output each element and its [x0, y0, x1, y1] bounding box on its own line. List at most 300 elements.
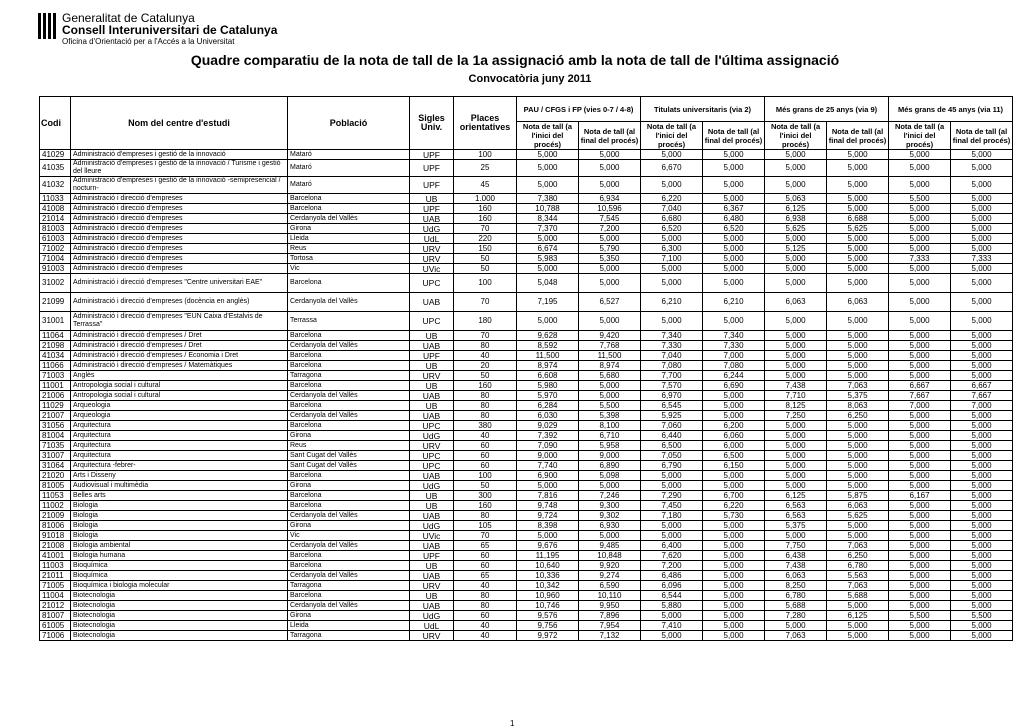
cell-titulats-final: 5,000: [703, 312, 765, 331]
cell-poblacio: Barcelona: [288, 421, 410, 431]
cell-centre: Administració i direcció d'empreses: [71, 204, 288, 214]
cell-titulats-inici: 6,486: [641, 571, 703, 581]
cell-m25-inici: 5,000: [765, 441, 827, 451]
cell-pau-final: 5,350: [579, 254, 641, 264]
cell-centre: Belles arts: [71, 491, 288, 501]
cell-m25-inici: 7,063: [765, 631, 827, 641]
cell-sigles: UPC: [410, 461, 454, 471]
cell-m45-final: 5,000: [951, 571, 1013, 581]
cell-pau-inici: 5,980: [517, 381, 579, 391]
cell-places: 70: [454, 293, 517, 312]
cell-codi: 31056: [40, 421, 71, 431]
cell-codi: 61005: [40, 621, 71, 631]
cell-codi: 11033: [40, 194, 71, 204]
cell-centre: Biologia: [71, 531, 288, 541]
cell-places: 80: [454, 601, 517, 611]
cell-codi: 21014: [40, 214, 71, 224]
cell-sigles: UB: [410, 331, 454, 341]
cell-centre: Arquitectura -febrer-: [71, 461, 288, 471]
org-office: Oficina d'Orientació per a l'Accés a la Universitat: [62, 37, 235, 46]
org-council: Consell Interuniversitari de Catalunya: [62, 23, 278, 37]
cell-m25-final: 7,063: [827, 541, 889, 551]
cell-titulats-inici: 6,300: [641, 244, 703, 254]
cell-places: 70: [454, 224, 517, 234]
cell-titulats-final: 5,000: [703, 571, 765, 581]
cell-m45-final: 5,000: [951, 361, 1013, 371]
cell-poblacio: Barcelona: [288, 204, 410, 214]
cell-sigles: UPF: [410, 160, 454, 177]
cell-titulats-inici: 7,340: [641, 331, 703, 341]
cell-codi: 21098: [40, 341, 71, 351]
cell-m45-inici: 5,000: [889, 341, 951, 351]
cell-m25-final: 6,063: [827, 501, 889, 511]
cell-pau-inici: 7,195: [517, 293, 579, 312]
header-group-45: Més grans de 45 anys (via 11): [889, 97, 1013, 122]
cell-places: 50: [454, 481, 517, 491]
cell-pau-final: 6,710: [579, 431, 641, 441]
cell-titulats-final: 5,000: [703, 177, 765, 194]
cell-m25-inici: 6,938: [765, 214, 827, 224]
table-row: [40, 331, 1013, 341]
cell-places: 50: [454, 264, 517, 274]
cell-titulats-inici: 6,970: [641, 391, 703, 401]
header-inici: Nota de tall (a l'inici del procés): [765, 122, 827, 150]
cell-centre: Arquitectura: [71, 421, 288, 431]
cell-pau-inici: 10,640: [517, 561, 579, 571]
cell-m45-final: 5,000: [951, 501, 1013, 511]
cell-m45-inici: 5,000: [889, 441, 951, 451]
cell-m45-inici: 6,167: [889, 491, 951, 501]
cell-codi: 11064: [40, 331, 71, 341]
cell-sigles: UPC: [410, 312, 454, 331]
cell-titulats-final: 6,700: [703, 491, 765, 501]
cell-m25-inici: 6,780: [765, 591, 827, 601]
cell-sigles: UdL: [410, 234, 454, 244]
cell-m45-final: 5,500: [951, 611, 1013, 621]
cell-sigles: URV: [410, 254, 454, 264]
cell-centre: Administració i direcció d'empreses: [71, 234, 288, 244]
cell-pau-inici: 10,342: [517, 581, 579, 591]
cell-centre: Administració d'empreses i gestió de la innovació: [71, 150, 288, 160]
header-group-titulats: Titulats universitaris (via 2): [641, 97, 765, 122]
org-name: Generalitat de Catalunya: [62, 11, 195, 25]
cell-m25-final: 5,000: [827, 531, 889, 541]
cell-m45-final: 5,000: [951, 274, 1013, 293]
cell-places: 220: [454, 234, 517, 244]
cell-titulats-inici: 6,670: [641, 160, 703, 177]
cell-titulats-final: 6,150: [703, 461, 765, 471]
cell-places: 60: [454, 611, 517, 621]
cell-titulats-inici: 7,330: [641, 341, 703, 351]
cell-titulats-inici: 5,000: [641, 531, 703, 541]
cell-centre: Administració i direcció d'empreses / Economia i Dret: [71, 351, 288, 361]
cell-pau-final: 10,848: [579, 551, 641, 561]
cell-titulats-final: 6,220: [703, 501, 765, 511]
cell-places: 60: [454, 551, 517, 561]
cell-m45-final: 5,000: [951, 371, 1013, 381]
cell-m45-final: 5,000: [951, 234, 1013, 244]
cell-pau-inici: 9,576: [517, 611, 579, 621]
cell-titulats-inici: 5,000: [641, 631, 703, 641]
cell-codi: 31001: [40, 312, 71, 331]
table-row: [40, 234, 1013, 244]
cell-pau-final: 6,527: [579, 293, 641, 312]
table-row: [40, 521, 1013, 531]
cell-codi: 11053: [40, 491, 71, 501]
cell-sigles: UPF: [410, 551, 454, 561]
cell-centre: Administració i direcció d'empreses "EUN Caixa d'Estalvis de Terrassa": [71, 312, 288, 331]
cell-pau-inici: 5,000: [517, 177, 579, 194]
cell-codi: 81006: [40, 521, 71, 531]
table-row: [40, 591, 1013, 601]
cell-sigles: UPF: [410, 177, 454, 194]
cell-poblacio: Reus: [288, 244, 410, 254]
cell-m45-final: 5,000: [951, 581, 1013, 591]
cell-poblacio: Cerdanyola del Vallès: [288, 541, 410, 551]
cell-centre: Bioquímica i biologia molecular: [71, 581, 288, 591]
cell-pau-final: 7,132: [579, 631, 641, 641]
cell-poblacio: Mataró: [288, 177, 410, 194]
cell-codi: 71002: [40, 244, 71, 254]
cell-titulats-inici: 6,544: [641, 591, 703, 601]
cell-poblacio: Lleida: [288, 234, 410, 244]
cell-m25-final: 5,000: [827, 471, 889, 481]
cell-pau-inici: 6,674: [517, 244, 579, 254]
cell-m25-inici: 5,000: [765, 341, 827, 351]
cell-poblacio: Barcelona: [288, 471, 410, 481]
cell-codi: 31007: [40, 451, 71, 461]
table-row: [40, 351, 1013, 361]
cell-centre: Administració i direcció d'empreses: [71, 194, 288, 204]
cell-pau-final: 5,000: [579, 531, 641, 541]
cell-pau-inici: 5,000: [517, 531, 579, 541]
cell-m25-inici: 6,563: [765, 511, 827, 521]
cell-titulats-final: 5,000: [703, 264, 765, 274]
cell-poblacio: Girona: [288, 431, 410, 441]
table-row: [40, 431, 1013, 441]
cell-titulats-inici: 5,000: [641, 274, 703, 293]
cell-m25-inici: 5,000: [765, 451, 827, 461]
cell-poblacio: Vic: [288, 264, 410, 274]
table-row: [40, 381, 1013, 391]
cell-pau-final: 9,950: [579, 601, 641, 611]
cell-titulats-inici: 7,040: [641, 351, 703, 361]
cell-codi: 41029: [40, 150, 71, 160]
cell-sigles: UPC: [410, 451, 454, 461]
cell-codi: 31064: [40, 461, 71, 471]
cell-titulats-final: 5,730: [703, 511, 765, 521]
cell-m45-final: 5,000: [951, 224, 1013, 234]
cell-places: 50: [454, 371, 517, 381]
cell-m45-final: 5,000: [951, 341, 1013, 351]
cell-m25-final: 5,625: [827, 224, 889, 234]
cell-pau-inici: 5,000: [517, 160, 579, 177]
table-row: [40, 264, 1013, 274]
cell-titulats-inici: 7,450: [641, 501, 703, 511]
cell-places: 40: [454, 621, 517, 631]
cell-titulats-inici: 6,790: [641, 461, 703, 471]
cell-m45-inici: 5,500: [889, 611, 951, 621]
table-row: [40, 391, 1013, 401]
cell-pau-inici: 11,195: [517, 551, 579, 561]
cell-m25-inici: 5,625: [765, 224, 827, 234]
cell-m45-final: 7,000: [951, 401, 1013, 411]
cell-pau-inici: 5,048: [517, 274, 579, 293]
cell-pau-final: 10,596: [579, 204, 641, 214]
cell-centre: Arqueologia: [71, 401, 288, 411]
cell-m45-final: 5,000: [951, 441, 1013, 451]
cell-titulats-final: 5,000: [703, 391, 765, 401]
cell-centre: Administració i direcció d'empreses: [71, 254, 288, 264]
cell-titulats-final: 6,210: [703, 293, 765, 312]
cell-places: 60: [454, 461, 517, 471]
cell-sigles: UPC: [410, 421, 454, 431]
cell-titulats-inici: 5,000: [641, 521, 703, 531]
cell-titulats-final: 6,500: [703, 451, 765, 461]
cell-pau-inici: 9,029: [517, 421, 579, 431]
cell-centre: Biologia humana: [71, 551, 288, 561]
cell-m25-final: 5,000: [827, 204, 889, 214]
cell-places: 380: [454, 421, 517, 431]
cell-pau-inici: 10,960: [517, 591, 579, 601]
cell-titulats-final: 5,000: [703, 411, 765, 421]
cell-pau-final: 7,200: [579, 224, 641, 234]
cell-pau-inici: 10,788: [517, 204, 579, 214]
cell-codi: 91018: [40, 531, 71, 541]
cell-poblacio: Barcelona: [288, 561, 410, 571]
cell-poblacio: Mataró: [288, 160, 410, 177]
cell-m25-final: 5,000: [827, 194, 889, 204]
cell-sigles: UB: [410, 401, 454, 411]
cell-m25-final: 5,000: [827, 451, 889, 461]
cell-m25-final: 6,250: [827, 411, 889, 421]
cell-titulats-final: 5,000: [703, 601, 765, 611]
cell-m45-inici: 5,000: [889, 234, 951, 244]
cell-places: 40: [454, 431, 517, 441]
cell-poblacio: Tortosa: [288, 254, 410, 264]
cell-pau-inici: 6,030: [517, 411, 579, 421]
cell-pau-inici: 7,370: [517, 224, 579, 234]
cell-titulats-final: 5,000: [703, 591, 765, 601]
cell-pau-final: 9,920: [579, 561, 641, 571]
cell-pau-final: 5,000: [579, 234, 641, 244]
cell-m45-final: 5,000: [951, 244, 1013, 254]
cell-sigles: UPF: [410, 351, 454, 361]
cell-codi: 81007: [40, 611, 71, 621]
cell-pau-inici: 7,740: [517, 461, 579, 471]
cell-sigles: UAB: [410, 541, 454, 551]
cell-pau-final: 7,246: [579, 491, 641, 501]
cell-titulats-inici: 6,680: [641, 214, 703, 224]
cell-pau-final: 5,000: [579, 391, 641, 401]
cell-sigles: UB: [410, 491, 454, 501]
cell-m25-inici: 5,000: [765, 150, 827, 160]
cell-sigles: UdG: [410, 611, 454, 621]
cell-m45-final: 5,000: [951, 591, 1013, 601]
cell-centre: Biologia: [71, 521, 288, 531]
cell-places: 100: [454, 471, 517, 481]
cell-m25-inici: 8,125: [765, 401, 827, 411]
cell-poblacio: Barcelona: [288, 551, 410, 561]
cell-m45-inici: 5,000: [889, 312, 951, 331]
table-row: [40, 531, 1013, 541]
cell-pau-inici: 6,608: [517, 371, 579, 381]
cell-m45-final: 5,000: [951, 521, 1013, 531]
cell-pau-final: 5,098: [579, 471, 641, 481]
cell-m45-final: 5,000: [951, 177, 1013, 194]
cell-m25-inici: 7,438: [765, 381, 827, 391]
cell-places: 150: [454, 244, 517, 254]
cell-sigles: UAB: [410, 471, 454, 481]
cell-m25-inici: 5,688: [765, 601, 827, 611]
cell-m45-inici: 5,000: [889, 481, 951, 491]
cell-sigles: UAB: [410, 571, 454, 581]
cell-pau-final: 8,100: [579, 421, 641, 431]
cell-codi: 41008: [40, 204, 71, 214]
cell-titulats-final: 5,000: [703, 561, 765, 571]
cell-places: 60: [454, 451, 517, 461]
cell-titulats-final: 7,330: [703, 341, 765, 351]
table-row: [40, 421, 1013, 431]
cell-pau-final: 6,890: [579, 461, 641, 471]
cell-codi: 91003: [40, 264, 71, 274]
cell-m25-final: 6,688: [827, 214, 889, 224]
cell-m45-final: 5,000: [951, 160, 1013, 177]
table-row: [40, 541, 1013, 551]
cell-centre: Arquitectura: [71, 451, 288, 461]
cell-titulats-final: 6,200: [703, 421, 765, 431]
cell-m45-inici: 5,000: [889, 264, 951, 274]
cell-places: 160: [454, 381, 517, 391]
cell-titulats-inici: 7,180: [641, 511, 703, 521]
cell-pau-inici: 7,816: [517, 491, 579, 501]
cell-m25-inici: 5,000: [765, 471, 827, 481]
cell-centre: Biologia: [71, 511, 288, 521]
cell-poblacio: Cerdanyola del Vallès: [288, 511, 410, 521]
table-row: [40, 160, 1013, 177]
cell-poblacio: Girona: [288, 521, 410, 531]
cell-sigles: URV: [410, 244, 454, 254]
cell-pau-inici: 6,284: [517, 401, 579, 411]
cell-codi: 11029: [40, 401, 71, 411]
page-title: Quadre comparatiu de la nota de tall de la 1a assignació amb la nota de tall de l'última assignació: [190, 52, 840, 68]
cell-m45-inici: 5,000: [889, 177, 951, 194]
cell-pau-inici: 5,000: [517, 234, 579, 244]
cell-titulats-inici: 5,000: [641, 234, 703, 244]
cell-places: 45: [454, 177, 517, 194]
cell-pau-final: 5,958: [579, 441, 641, 451]
cell-m45-final: 5,000: [951, 461, 1013, 471]
cell-pau-final: 5,000: [579, 160, 641, 177]
cell-places: 180: [454, 312, 517, 331]
cell-titulats-final: 5,000: [703, 631, 765, 641]
cell-sigles: UPF: [410, 204, 454, 214]
cell-centre: Antropologia social i cultural: [71, 381, 288, 391]
cell-pau-final: 5,000: [579, 481, 641, 491]
cell-sigles: UB: [410, 591, 454, 601]
cell-pau-final: 5,500: [579, 401, 641, 411]
cell-poblacio: Sant Cugat del Vallès: [288, 451, 410, 461]
cell-centre: Anglès: [71, 371, 288, 381]
cell-pau-inici: 8,344: [517, 214, 579, 224]
header-inici: Nota de tall (a l'inici del procés): [641, 122, 703, 150]
cell-codi: 21020: [40, 471, 71, 481]
cell-m45-final: 5,000: [951, 421, 1013, 431]
cell-centre: Audiovisual i multimèdia: [71, 481, 288, 491]
cell-codi: 21006: [40, 391, 71, 401]
cell-places: 40: [454, 351, 517, 361]
cell-pau-inici: 8,974: [517, 361, 579, 371]
cell-poblacio: Tarragona: [288, 581, 410, 591]
cell-titulats-final: 6,244: [703, 371, 765, 381]
cell-titulats-final: 6,480: [703, 214, 765, 224]
cell-pau-final: 9,274: [579, 571, 641, 581]
cell-poblacio: Barcelona: [288, 491, 410, 501]
cell-m25-final: 5,000: [827, 521, 889, 531]
cell-codi: 11001: [40, 381, 71, 391]
cell-poblacio: Cerdanyola del Vallès: [288, 293, 410, 312]
cell-m45-final: 5,000: [951, 431, 1013, 441]
cell-m25-final: 7,063: [827, 581, 889, 591]
cell-titulats-final: 7,340: [703, 331, 765, 341]
cell-m25-final: 5,000: [827, 361, 889, 371]
cell-m45-inici: 5,000: [889, 541, 951, 551]
table-row: [40, 150, 1013, 160]
cell-m45-inici: 5,000: [889, 531, 951, 541]
cell-titulats-final: 5,000: [703, 541, 765, 551]
cell-codi: 21012: [40, 601, 71, 611]
cell-titulats-final: 7,000: [703, 351, 765, 361]
cell-pau-final: 9,300: [579, 501, 641, 511]
cell-m45-inici: 5,000: [889, 274, 951, 293]
cell-titulats-inici: 5,000: [641, 150, 703, 160]
cell-centre: Administració i direcció d'empreses / Dret: [71, 331, 288, 341]
cell-m25-final: 5,000: [827, 461, 889, 471]
cell-pau-inici: 7,380: [517, 194, 579, 204]
table-row: [40, 461, 1013, 471]
cell-pau-inici: 5,000: [517, 264, 579, 274]
cell-codi: 41034: [40, 351, 71, 361]
header-poblacio: Població: [288, 97, 410, 150]
cell-codi: 21007: [40, 411, 71, 421]
cell-places: 65: [454, 541, 517, 551]
cell-m45-inici: 6,667: [889, 381, 951, 391]
cell-m25-final: 8,063: [827, 401, 889, 411]
cell-poblacio: Barcelona: [288, 401, 410, 411]
header-final: Nota de tall (al final del procés): [827, 122, 889, 150]
cell-places: 80: [454, 591, 517, 601]
cell-m45-final: 7,667: [951, 391, 1013, 401]
cell-titulats-final: 5,000: [703, 274, 765, 293]
cell-m25-inici: 5,000: [765, 264, 827, 274]
cell-m45-inici: 5,000: [889, 371, 951, 381]
table-row: [40, 312, 1013, 331]
cell-poblacio: Girona: [288, 224, 410, 234]
cell-centre: Bioquímica: [71, 571, 288, 581]
table-row: [40, 621, 1013, 631]
cell-places: 80: [454, 341, 517, 351]
cell-m25-final: 5,000: [827, 312, 889, 331]
cell-m45-final: 5,000: [951, 601, 1013, 611]
cell-m45-inici: 5,000: [889, 501, 951, 511]
table-row: [40, 581, 1013, 591]
cell-m25-final: 6,780: [827, 561, 889, 571]
cell-m25-final: 5,625: [827, 511, 889, 521]
cell-titulats-final: 5,000: [703, 244, 765, 254]
cell-titulats-inici: 7,570: [641, 381, 703, 391]
table-body: [40, 150, 1013, 641]
cell-m45-final: 5,000: [951, 471, 1013, 481]
